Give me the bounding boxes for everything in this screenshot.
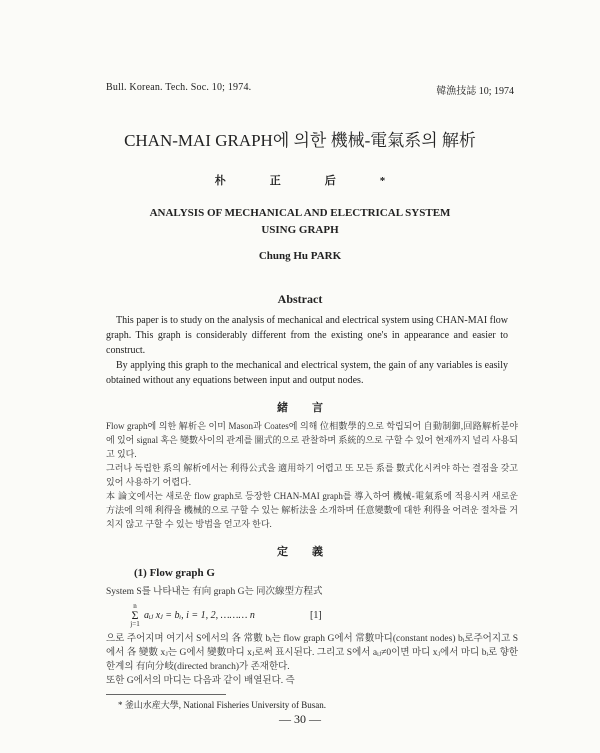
abstract-paragraph-2: By applying this graph to the mechanical and electrical system, the gain of any variables is easily obtained without any equations between input and output nodes. — [106, 360, 508, 386]
english-title-line1: ANALYSIS OF MECHANICAL AND ELECTRICAL SYSTEM — [149, 207, 451, 219]
abstract-body — [106, 313, 508, 388]
equation-1 — [128, 602, 528, 628]
intro-paragraph-3: 本 論文에서는 새로운 flow graph로 등장한 CHAN-MAI graph를 導入하여 機械-電氣系에 적용시켜 새로운 方法에 의해 利得을 機械的으로 구할 수 있는 解析法을 소개하며 任意變數에 대한 利得을 어려운 절차를 거치지 않고 구할 수 있는 방법을 얻고자 한다. — [106, 491, 518, 529]
definition-paragraph-2 — [106, 632, 518, 688]
summation — [128, 602, 142, 628]
abstract-heading: Abstract — [277, 292, 323, 306]
sum-lower: j=1 — [130, 620, 140, 628]
journal-header-right: 韓漁技誌 10; 1974 — [436, 86, 514, 97]
intro-body — [106, 419, 518, 531]
definition-heading: 定義 — [277, 546, 347, 558]
paper-title: CHAN-MAI GRAPH에 의한 機械-電氣系의 解析 — [124, 131, 476, 150]
intro-heading: 緒言 — [277, 402, 347, 414]
author-korean: 朴正后* — [214, 175, 430, 187]
author-english: Chung Hu PARK — [258, 250, 342, 262]
sum-upper: n — [133, 602, 137, 610]
definition-paragraph-1 — [106, 585, 518, 599]
journal-header-left: Bull. Korean. Tech. Soc. 10; 1974. — [106, 82, 252, 93]
footnote: * 釜山水産大學, National Fisheries University of Busan. — [118, 700, 326, 710]
definition-text-2: 으로 주어지며 여기서 S에서의 各 常數 bᵢ는 flow graph G에서 常數마디(constant nodes) bᵢ로주어지고 S에서 各 變數 xⱼ는 G에서 變數마디 xⱼ로써 표시된다. 그리고 S에서 aᵢⱼ≠0이면 마디 xⱼ에서 마디 bᵢ로 향한 한계의 有向分岐(directed branch)가 존재한다. — [106, 634, 518, 672]
definition-text-1: System S를 나타내는 有向 graph G는 同次線型方程式 — [106, 587, 323, 597]
intro-paragraph-2: 그러나 독립한 系의 解析에서는 利得公式을 適用하기 어렵고 또 모든 系를 數式化시켜야 하는 결점을 갖고 있어 사용하기 어렵다. — [106, 463, 518, 487]
equation-expression: aᵢⱼ xⱼ = bᵢ, i = 1, 2, ……… n — [144, 610, 255, 621]
english-title — [0, 205, 600, 239]
definition-subheading: (1) Flow graph G — [134, 567, 215, 579]
page-number: — 30 — — [279, 712, 321, 726]
equation-number: [1] — [310, 610, 322, 621]
english-title-line2: USING GRAPH — [261, 224, 339, 236]
abstract-paragraph-1: This paper is to study on the analysis of mechanical and electrical system using CHAN-MAI flow graph. This graph is considerably different from the existing one's in appearance and easier to construct. — [106, 315, 508, 356]
footnote-divider — [106, 694, 226, 695]
definition-text-3: 또한 G에서의 마디는 다음과 같이 배열된다. 즉 — [106, 676, 295, 686]
sum-symbol: Σ — [131, 608, 139, 622]
intro-paragraph-1: Flow graph에 의한 解析은 이미 Mason과 Coates에 의해 位相數學的으로 학립되어 自動制御,回路解析분야에 있어 signal 혹은 變數사이의 관계를 圖式的으로 관찰하며 系統的으로 구할 수 있어 현재까지 널리 사용되고 있다. — [106, 421, 518, 459]
